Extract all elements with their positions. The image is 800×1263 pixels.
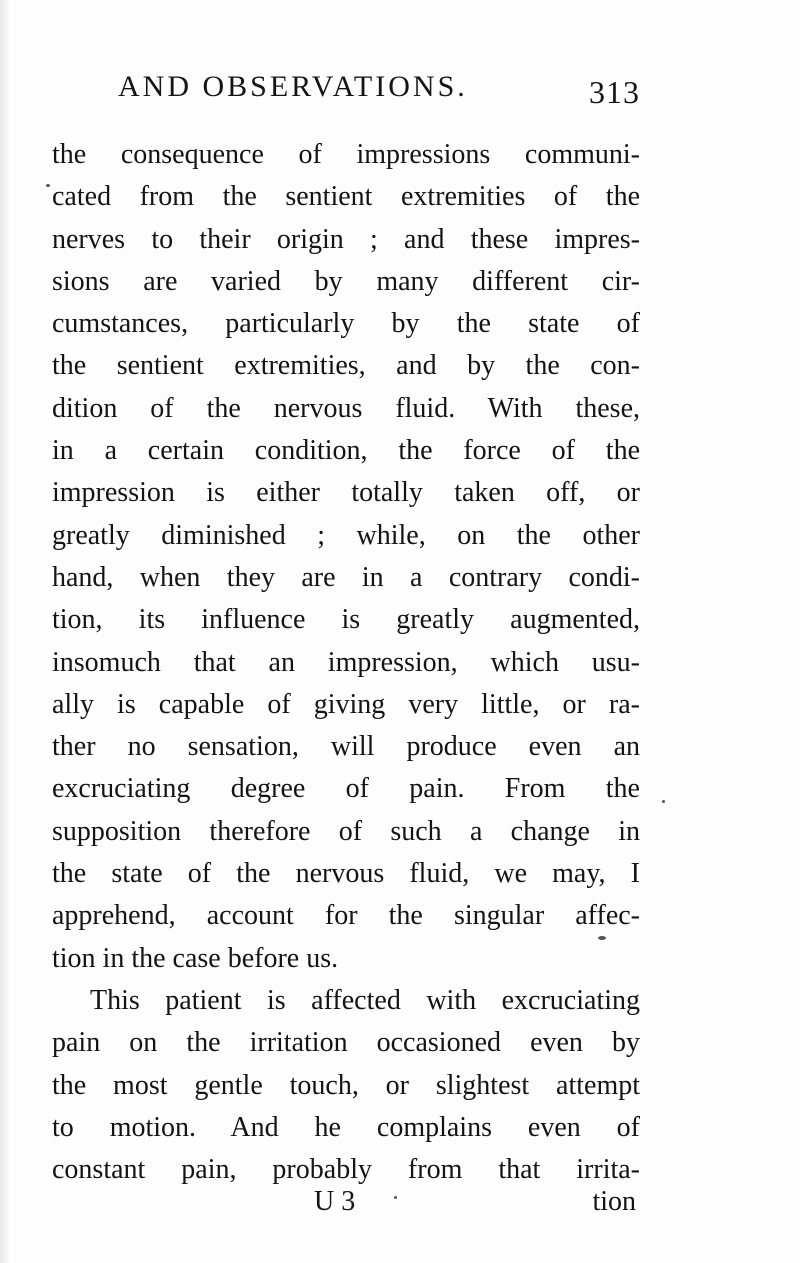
text-line: tion, its influence is greatly augmented, [52,604,640,636]
text-line: nerves to their origin ; and these impres- [52,223,640,255]
page-edge-shadow [0,0,10,1263]
catchword: tion [592,1186,636,1217]
ink-speck [662,800,665,803]
text-line: ally is capable of giving very little, or ra- [52,688,640,720]
text-line: impression is either totally taken off, or [52,477,640,509]
page-number: 313 [589,74,640,110]
text-line: the state of the nervous fluid, we may, I [52,858,640,890]
paragraph-1 [52,134,640,980]
body-text [52,134,640,1191]
text-line: hand, when they are in a contrary condi- [52,561,640,593]
paragraph-2 [52,980,640,1191]
running-title: AND OBSERVATIONS. [118,70,468,103]
text-line: excruciating degree of pain. From the [52,773,640,805]
text-line: sions are varied by many different cir- [52,265,640,297]
running-head [118,66,648,110]
text-line: ther no sensation, will produce even an [52,731,640,763]
ink-speck [598,936,606,940]
text-line: constant pain, probably from that irrita- [52,1154,640,1186]
text-line: in a certain condition, the force of the [52,435,640,467]
ink-speck [394,1196,397,1199]
text-line: greatly diminished ; while, on the other [52,519,640,551]
page-footer [52,1186,640,1226]
text-line: cumstances, particularly by the state of [52,308,640,340]
text-line: supposition therefore of such a change in [52,815,640,847]
text-line: This patient is affected with excruciating [90,984,640,1016]
text-line: cated from the sentient extremities of the [52,181,640,213]
text-line: insomuch that an impression, which usu- [52,646,640,678]
text-line: pain on the irritation occasioned even by [52,1027,640,1059]
text-line: the consequence of impressions communi- [52,139,640,170]
text-line: dition of the nervous fluid. With these, [52,392,640,424]
text-line: the sentient extremities, and by the con- [52,350,640,382]
text-line: apprehend, account for the singular affec- [52,900,640,932]
text-line: to motion. And he complains even of [52,1111,640,1143]
signature-mark: U 3 [314,1186,356,1217]
text-line: the most gentle touch, or slightest attempt [52,1069,640,1101]
ink-speck [46,184,50,187]
text-line: tion in the case before us. [52,942,339,974]
